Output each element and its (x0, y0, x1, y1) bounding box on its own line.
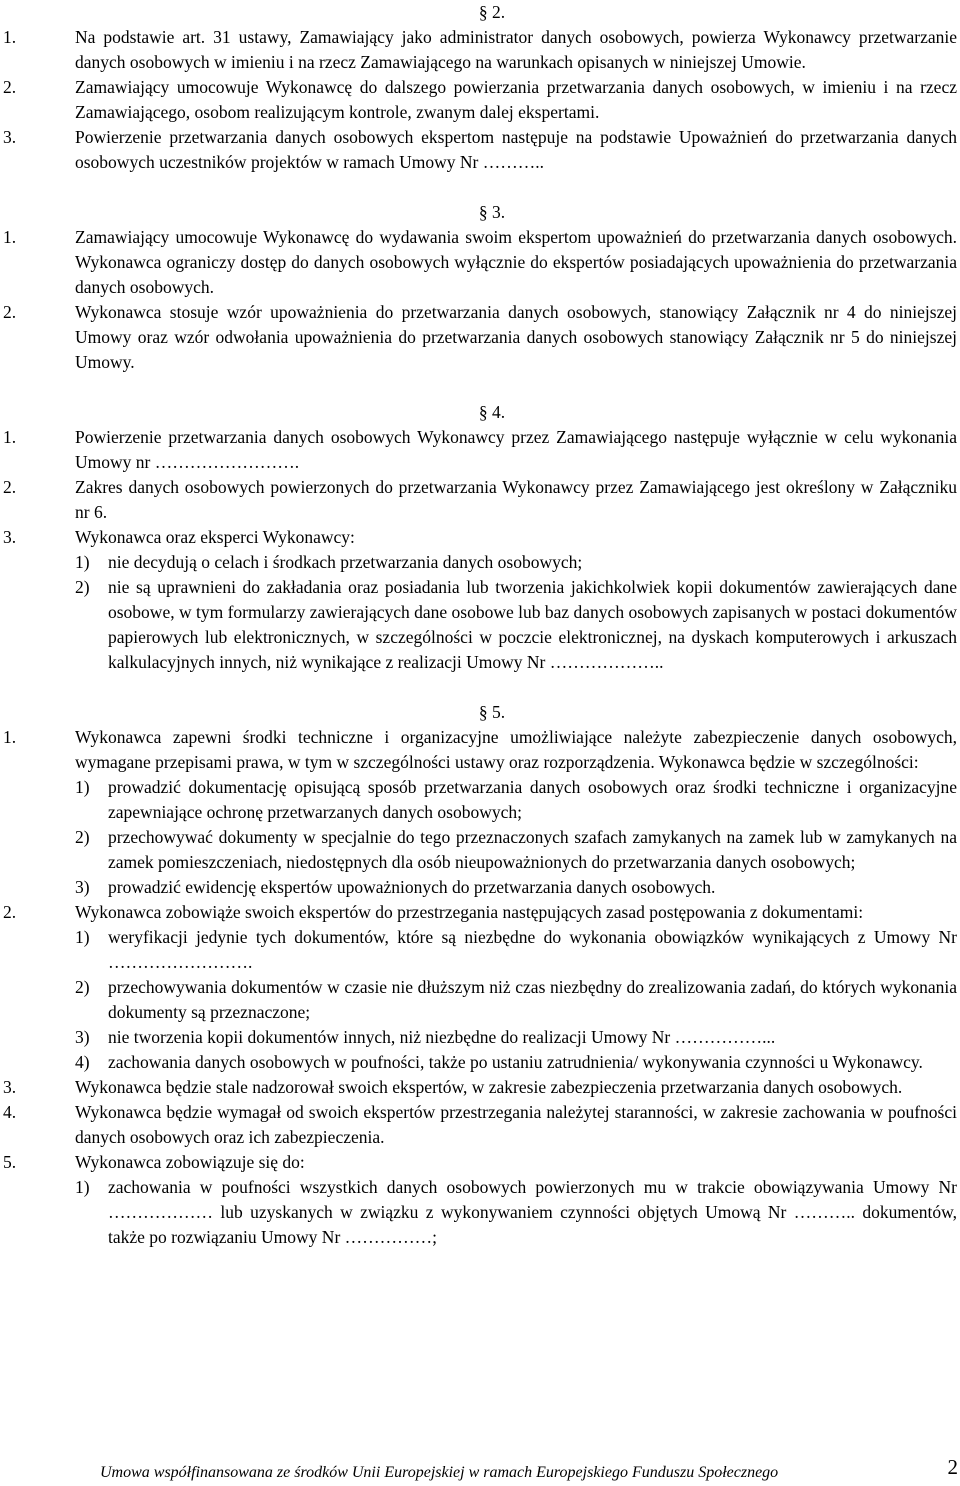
sub-point-text: nie tworzenia kopii dokumentów innych, niż niezbędne do realizacji Umowy Nr ……………... (108, 1027, 776, 1047)
sub-point-number: 2) (75, 827, 90, 847)
sub-point-text: prowadzić dokumentację opisującą sposób przetwarzania danych osobowych oraz środki techniczne i organizacyjne zapewniające ochronę przetwarzanych danych osobowych; (108, 777, 957, 822)
paragraph (3, 475, 957, 525)
section-gap (3, 375, 957, 400)
paragraph (3, 900, 957, 925)
paragraph-number: 3. (3, 527, 17, 547)
paragraph-text: Zamawiający umocowuje Wykonawcę do wydawania swoim ekspertom upoważnień do przetwarzania danych osobowych. Wykonawca ograniczy dostęp do danych osobowych wyłącznie do ekspertów posiadających upoważnienia do przetwarzania danych osobowych. (75, 227, 957, 297)
sub-point (3, 550, 957, 575)
section-heading: § 4. (478, 402, 506, 422)
paragraph-text: Wykonawca oraz eksperci Wykonawcy: (75, 527, 355, 547)
paragraph (3, 75, 957, 125)
page-number: 2 (947, 1455, 958, 1479)
paragraph-text: Wykonawca będzie wymagał od swoich ekspertów przestrzegania należytej staranności, w zakresie zachowania w poufności danych osobowych oraz ich zabezpieczenia. (75, 1102, 957, 1147)
sub-point-text: weryfikacji jedynie tych dokumentów, które są niezbędne do wykonania obowiązków wynikających z Umowy Nr ……………………. (108, 927, 957, 972)
paragraph (3, 1100, 957, 1150)
section-gap (3, 675, 957, 700)
paragraph-text: Zamawiający umocowuje Wykonawcę do dalszego powierzania przetwarzania danych osobowych, w imieniu i na rzecz Zamawiającego, osobom realizującym kontrole, zwanym dalej ekspertami. (75, 77, 957, 122)
paragraph-text: Na podstawie art. 31 ustawy, Zamawiający jako administrator danych osobowych, powierza Wykonawcy przetwarzanie danych osobowych w imieniu i na rzecz Zamawiającego na warunkach opisanych w niniejszej Umowie. (75, 27, 957, 72)
paragraph-number: 1. (3, 727, 17, 747)
footer-text: Umowa współfinansowana ze środków Unii Europejskiej w ramach Europejskiego Funduszu Społecznego (100, 1464, 779, 1481)
paragraph (3, 225, 957, 300)
sub-point-number: 2) (75, 977, 90, 997)
document-body (3, 0, 957, 1250)
sub-point-number: 1) (75, 927, 90, 947)
sub-point-number: 3) (75, 877, 90, 897)
paragraph (3, 300, 957, 375)
paragraph-number: 3. (3, 127, 17, 147)
section-heading: § 5. (478, 702, 506, 722)
paragraph-text: Wykonawca stosuje wzór upoważnienia do przetwarzania danych osobowych, stanowiący Załącznik nr 4 do niniejszej Umowy oraz wzór odwołania upoważnienia do przetwarzania danych osobowych stanowiący Załącznik nr 5 do niniejszej Umowy. (75, 302, 957, 372)
sub-point (3, 975, 957, 1025)
sub-point-number: 1) (75, 1177, 90, 1197)
sub-point (3, 875, 957, 900)
sub-point-text: przechowywania dokumentów w czasie nie dłuższym niż czas niezbędny do zrealizowania zadań, do których wykonania dokumenty są przeznaczone; (108, 977, 957, 1022)
paragraph-number: 2. (3, 302, 17, 322)
sub-point (3, 1050, 957, 1075)
paragraph-number: 1. (3, 227, 17, 247)
page-footer (100, 1455, 958, 1484)
paragraph-number: 2. (3, 902, 17, 922)
paragraph (3, 725, 957, 775)
paragraph-number: 2. (3, 477, 17, 497)
paragraph-text: Wykonawca zobowiąże swoich ekspertów do przestrzegania następujących zasad postępowania z dokumentami: (75, 902, 864, 922)
sub-point-text: zachowania danych osobowych w poufności, także po ustaniu zatrudnienia/ wykonywania czynności u Wykonawcy. (108, 1052, 923, 1072)
paragraph (3, 1075, 957, 1100)
paragraph-number: 4. (3, 1102, 17, 1122)
paragraph-text: Wykonawca zobowiązuje się do: (75, 1152, 305, 1172)
sub-point-text: nie są uprawnieni do zakładania oraz posiadania lub tworzenia jakichkolwiek kopii dokumentów zawierających dane osobowe, w tym formularzy zawierających dane osobowe lub baz danych osobowych zapisanych w postaci dokumentów papierowych lub elektronicznych, w szczególności w poczcie elektronicznej, na dyskach komputerowych i arkuszach kalkulacyjnych innych, niż wynikające z realizacji Umowy Nr ……………….. (108, 577, 957, 672)
sub-point (3, 825, 957, 875)
sub-point (3, 1175, 957, 1250)
sub-point-number: 4) (75, 1052, 90, 1072)
sub-point (3, 925, 957, 975)
sub-point-number: 1) (75, 552, 90, 572)
paragraph-text: Zakres danych osobowych powierzonych do przetwarzania Wykonawcy przez Zamawiającego jest określony w Załączniku nr 6. (75, 477, 957, 522)
sub-point-text: prowadzić ewidencję ekspertów upoważnionych do przetwarzania danych osobowych. (108, 877, 716, 897)
sub-point-text: nie decydują o celach i środkach przetwarzania danych osobowych; (108, 552, 583, 572)
paragraph-text: Wykonawca będzie stale nadzorował swoich ekspertów, w zakresie zabezpieczenia przetwarzania danych osobowych. (75, 1077, 903, 1097)
section-gap (3, 175, 957, 200)
section-heading: § 3. (478, 202, 506, 222)
sub-point (3, 1025, 957, 1050)
paragraph-number: 5. (3, 1152, 17, 1172)
sub-point-number: 1) (75, 777, 90, 797)
paragraph-text: Powierzenie przetwarzania danych osobowych ekspertom następuje na podstawie Upoważnień do przetwarzania danych osobowych uczestników projektów w ramach Umowy Nr ……….. (75, 127, 957, 172)
sub-point (3, 775, 957, 825)
paragraph (3, 1150, 957, 1175)
paragraph (3, 425, 957, 475)
paragraph (3, 25, 957, 75)
paragraph-number: 3. (3, 1077, 17, 1097)
paragraph (3, 525, 957, 550)
paragraph-text: Wykonawca zapewni środki techniczne i organizacyjne umożliwiające należyte zabezpieczenie danych osobowych, wymagane przepisami prawa, w tym w szczególności ustawy oraz rozporządzenia. Wykonawca będzie w szczególności: (75, 727, 957, 772)
sub-point-number: 3) (75, 1027, 90, 1047)
sub-point-number: 2) (75, 577, 90, 597)
sub-point-text: przechowywać dokumenty w specjalnie do tego przeznaczonych szafach zamykanych na zamek lub w zamykanych na zamek pomieszczeniach, niedostępnych dla osób nieupoważnionych do przetwarzania danych osobowych; (108, 827, 957, 872)
paragraph (3, 125, 957, 175)
paragraph-number: 2. (3, 77, 17, 97)
paragraph-text: Powierzenie przetwarzania danych osobowych Wykonawcy przez Zamawiającego następuje wyłącznie w celu wykonania Umowy nr ……………………. (75, 427, 957, 472)
paragraph-number: 1. (3, 427, 17, 447)
sub-point (3, 575, 957, 675)
paragraph-number: 1. (3, 27, 17, 47)
section-heading: § 2. (478, 2, 506, 22)
sub-point-text: zachowania w poufności wszystkich danych osobowych powierzonych mu w trakcie obowiązywania Umowy Nr ……………… lub uzyskanych w związku z wykonywaniem czynności objętych Umową Nr ……….. dokumentów, także po rozwiązaniu Umowy Nr ……………; (108, 1177, 957, 1247)
